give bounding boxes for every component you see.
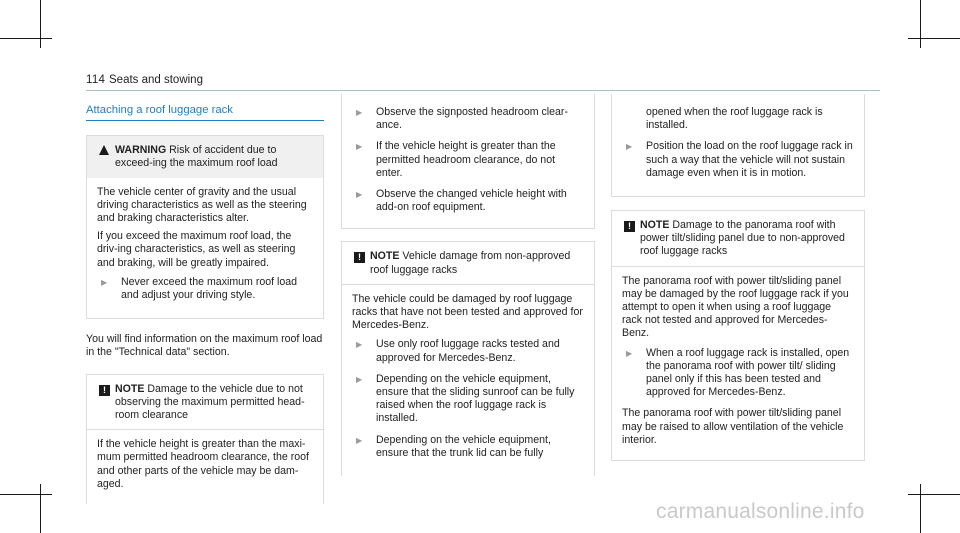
note-paragraph: The panorama roof with power tilt/sliding panel may be raised to allow ventilation of the vehicle interior.: [622, 407, 844, 446]
arrow-right-icon: ▶: [356, 374, 363, 384]
note-heading: Damage to the panorama roof with power tilt/sliding panel due to non-approved roof luggage racks: [640, 219, 845, 258]
note-heading: Damage to the vehicle due to not observing the maximum permitted head-room clearance: [115, 382, 305, 422]
arrow-right-icon: ▶: [356, 340, 363, 350]
instruction-step: [352, 140, 584, 180]
step-text: Position the load on the roof luggage rack in such a way that the vehicle will not sustain damage even when it is in motion.: [646, 140, 853, 179]
watermark: carmanualsonline.info: [656, 500, 865, 523]
exclamation-box-icon: !: [354, 250, 370, 276]
arrow-right-icon: ▶: [356, 108, 363, 117]
note-keyword: NOTE: [640, 219, 670, 232]
arrow-right-icon: ▶: [626, 348, 633, 358]
crop-mark: [40, 484, 41, 533]
note-paragraph: If the vehicle height is greater than the maxi-mum permitted headroom clearance, the roof and other parts of the vehicle may be dam-aged.: [97, 438, 309, 490]
arrow-right-icon: ▶: [356, 142, 363, 152]
exclamation-box-icon: !: [99, 383, 115, 423]
running-header: Seats and stowing: [109, 74, 203, 86]
instruction-step: [352, 106, 584, 132]
crop-mark: [908, 494, 960, 495]
arrow-right-icon: ▶: [626, 142, 633, 152]
warning-paragraph: If you exceed the maximum roof load, the driv-ing characteristics, as well as steering and braking, will be greatly impaired.: [97, 230, 296, 269]
arrow-right-icon: ▶: [356, 190, 363, 200]
step-text: Depending on the vehicle equipment, ensure that the trunk lid can be fully: [376, 433, 551, 459]
exclamation-box-icon: !: [624, 219, 640, 259]
note-header: [87, 375, 323, 430]
crop-mark: [920, 0, 921, 48]
note-paragraph: The panorama roof with power tilt/sliding panel may be damaged by the roof luggage rack if you attempt to open it when using a roof luggage rack not tested and approved for Mercedes-Benz.: [622, 274, 849, 340]
step-text: If the vehicle height is greater than the permitted headroom clearance, do not enter.: [376, 140, 556, 179]
column-1: [86, 104, 324, 504]
crop-mark: [40, 0, 41, 48]
step-text: Never exceed the maximum roof load and adjust your driving style.: [121, 275, 298, 302]
instruction-step: [352, 338, 584, 364]
note-continued: [611, 94, 865, 197]
note-body: [612, 267, 864, 460]
warning-body: [87, 178, 323, 319]
instruction-step: [622, 347, 854, 400]
column-3: [611, 94, 865, 461]
note-box: [86, 374, 324, 504]
arrow-right-icon: ▶: [356, 435, 363, 445]
instruction-step: [352, 188, 584, 214]
arrow-right-icon: ▶: [101, 277, 108, 287]
note-header: [342, 242, 594, 283]
note-body: [342, 285, 594, 476]
crop-mark: [0, 38, 52, 39]
column-2: [341, 94, 595, 476]
note-keyword: NOTE: [115, 382, 145, 395]
step-text: Depending on the vehicle equipment, ensure that the sliding sunroof can be fully raised when the roof luggage rack is installed.: [376, 372, 575, 425]
step-text: Use only roof luggage racks tested and approved for Mercedes-Benz.: [376, 338, 560, 364]
step-text: When a roof luggage rack is installed, open the panorama roof with power tilt/ sliding panel only if this has been tested and approved for Mercedes-Benz.: [646, 346, 850, 399]
header-rule: [86, 90, 880, 91]
crop-mark: [920, 484, 921, 533]
note-paragraph: The vehicle could be damaged by roof luggage racks that have not been tested and approved for Mercedes-Benz.: [352, 292, 583, 332]
note-box: [611, 210, 865, 461]
warning-header: [87, 136, 323, 177]
warning-continued: [341, 94, 595, 229]
note-heading: Vehicle damage from non-approved roof luggage racks: [370, 250, 571, 276]
crop-mark: [0, 494, 52, 495]
step-text: Observe the changed vehicle height with add-on roof equipment.: [376, 188, 567, 214]
note-keyword: NOTE: [370, 250, 400, 263]
instruction-step: [352, 373, 584, 426]
warning-paragraph: The vehicle center of gravity and the usual driving characteristics as well as the steering and braking characteristics alter.: [97, 185, 307, 225]
note-body: [87, 430, 323, 504]
instruction-step: [97, 276, 313, 302]
step-text: opened when the roof luggage rack is installed.: [646, 106, 823, 132]
note-box: [341, 241, 595, 476]
instruction-step: [352, 434, 584, 460]
continued-step-text: [622, 106, 854, 132]
crop-mark: [908, 38, 960, 39]
warning-heading: Risk of accident due to exceed-ing the maximum roof load: [115, 144, 278, 170]
page-number: 114: [86, 74, 106, 86]
step-text: Observe the signposted headroom clear-ance.: [376, 106, 568, 132]
warning-keyword: WARNING: [115, 144, 167, 157]
warning-triangle-icon: [99, 144, 115, 170]
note-header: [612, 211, 864, 266]
body-text: You will find information on the maximum roof load in the "Technical data" section.: [86, 333, 323, 359]
section-title: Attaching a roof luggage rack: [86, 104, 324, 121]
instruction-step: [622, 140, 854, 180]
warning-box: [86, 135, 324, 319]
